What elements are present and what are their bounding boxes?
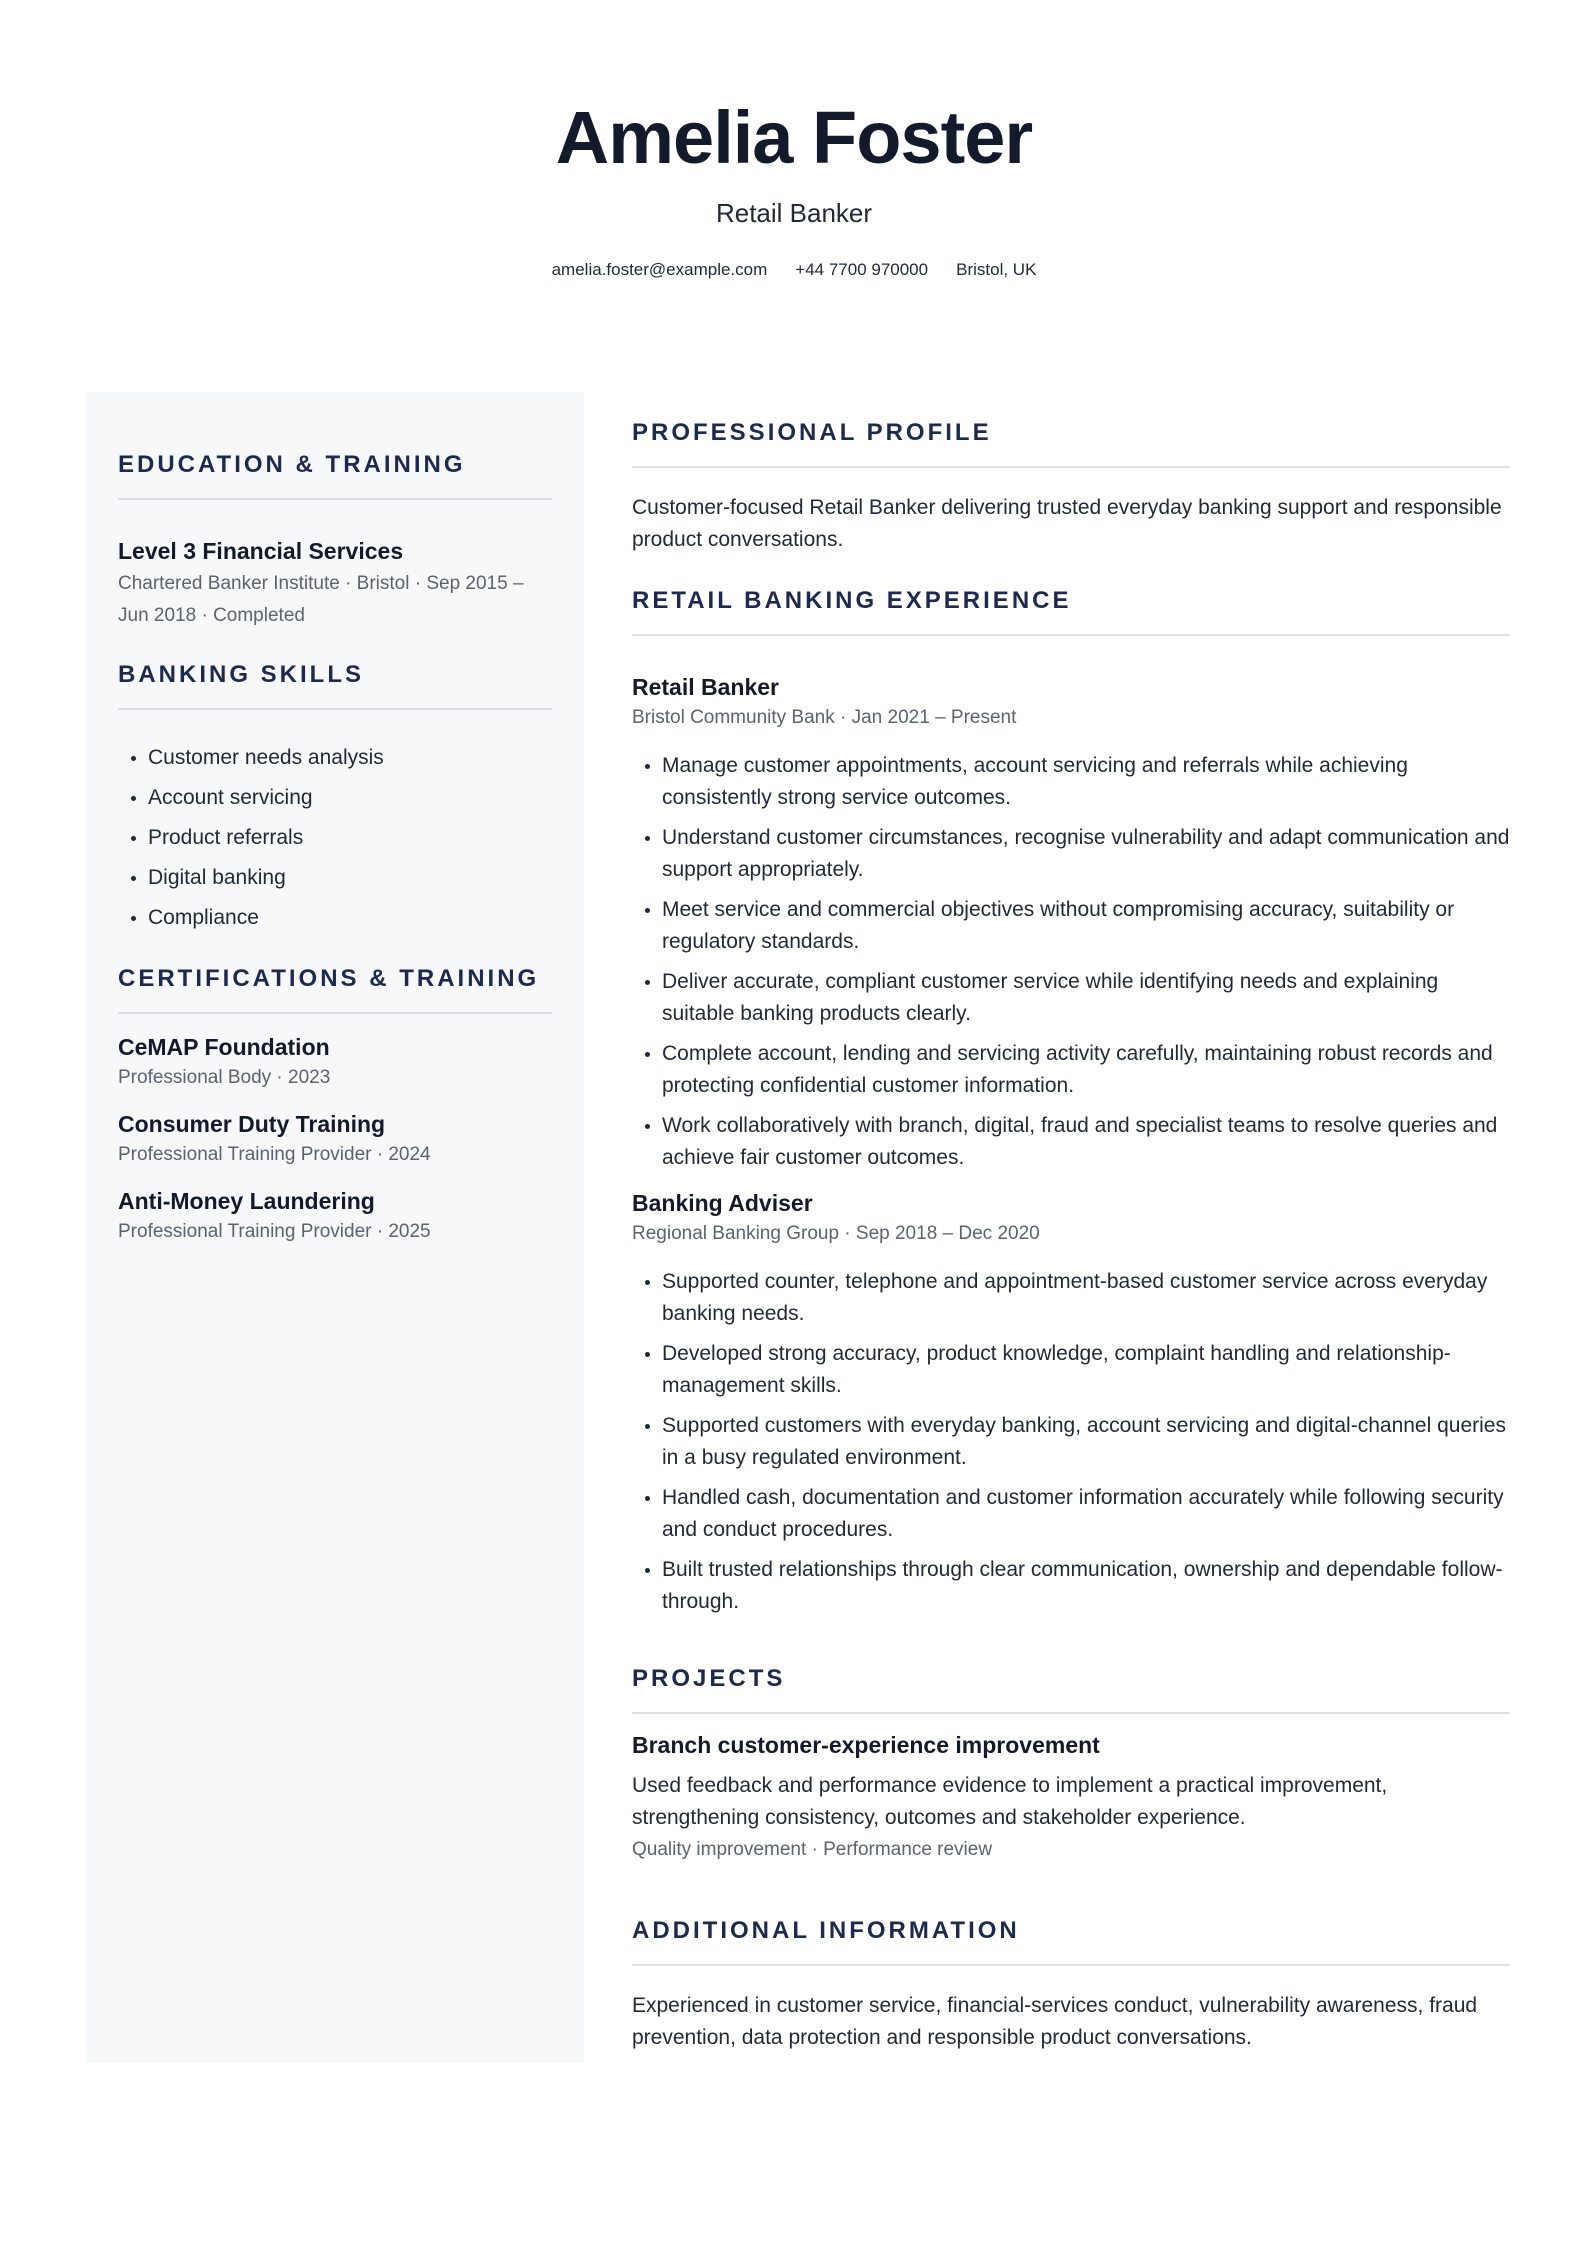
contact-location: Bristol, UK — [956, 260, 1037, 279]
certification-meta: Professional Training Provider · 2025 — [118, 1221, 431, 1242]
section-divider — [118, 708, 552, 710]
contact-phone: +44 7700 970000 — [795, 260, 929, 279]
education-item-title: Level 3 Financial Services — [118, 538, 404, 564]
skill-item: • Account servicing — [148, 782, 552, 814]
job-meta: Bristol Community Bank · Jan 2021 – Present — [632, 707, 1017, 728]
job-bullet: • Deliver accurate, compliant customer service while identifying needs and explaining suitable banking products clearly. — [662, 966, 1510, 1030]
experience-section — [632, 586, 1510, 1626]
section-divider — [118, 498, 552, 500]
experience-heading: RETAIL BANKING EXPERIENCE — [632, 587, 1072, 614]
certification-item — [118, 1109, 552, 1171]
job-title: Retail Banker — [632, 674, 780, 700]
job-entry — [632, 672, 1510, 1174]
certifications-section — [118, 964, 552, 1248]
skills-list — [118, 742, 552, 934]
skill-item: • Customer needs analysis — [148, 742, 552, 774]
education-item-meta: Chartered Banker Institute · Bristol · Sep 2015 – Jun 2018 · Completed — [118, 573, 524, 626]
skills-section — [118, 660, 552, 942]
additional-text: Experienced in customer service, financial-services conduct, vulnerability awareness, fraud prevention, data protection and responsible product conversations. — [632, 1994, 1478, 2049]
profile-text: Customer-focused Retail Banker delivering trusted everyday banking support and responsible product conversations. — [632, 496, 1502, 551]
job-bullet: • Supported customers with everyday banking, account servicing and digital-channel queries in a busy regulated environment. — [662, 1410, 1510, 1474]
certification-item — [118, 1032, 552, 1094]
certification-item — [118, 1186, 552, 1248]
certification-title: CeMAP Foundation — [118, 1034, 330, 1060]
project-tags: Quality improvement · Performance review — [632, 1839, 993, 1860]
skill-item: • Product referrals — [148, 822, 552, 854]
candidate-title: Retail Banker — [715, 198, 873, 228]
skill-item: • Digital banking — [148, 862, 552, 894]
certification-meta: Professional Body · 2023 — [118, 1067, 331, 1088]
section-divider — [632, 634, 1510, 636]
education-item — [118, 536, 552, 632]
additional-section — [632, 1916, 1510, 2054]
job-bullets — [632, 1266, 1510, 1618]
project-title: Branch customer-experience improvement — [632, 1732, 1100, 1758]
section-divider — [632, 1712, 1510, 1714]
project-text: Used feedback and performance evidence to implement a practical improvement, strengthening consistency, outcomes and stakeholder experience. — [632, 1774, 1388, 1829]
job-bullet: • Complete account, lending and servicing activity carefully, maintaining robust records and protecting confidential customer information. — [662, 1038, 1510, 1102]
additional-heading: ADDITIONAL INFORMATION — [632, 1917, 1020, 1944]
job-bullets — [632, 750, 1510, 1174]
job-bullet: • Understand customer circumstances, recognise vulnerability and adapt communication and support appropriately. — [662, 822, 1510, 886]
job-bullet: • Work collaboratively with branch, digital, fraud and specialist teams to resolve queries and achieve fair customer outcomes. — [662, 1110, 1510, 1174]
job-entry — [632, 1188, 1510, 1618]
contact-line — [0, 258, 1588, 282]
certifications-heading: CERTIFICATIONS & TRAINING — [118, 965, 540, 992]
section-divider — [118, 1012, 552, 1014]
job-bullet: • Built trusted relationships through clear communication, ownership and dependable follow-through. — [662, 1554, 1510, 1618]
job-bullet: • Manage customer appointments, account servicing and referrals while achieving consistently strong service outcomes. — [662, 750, 1510, 814]
candidate-name: Amelia Foster — [555, 96, 1033, 179]
job-title: Banking Adviser — [632, 1190, 813, 1216]
certification-title: Consumer Duty Training — [118, 1111, 386, 1137]
job-bullet: • Handled cash, documentation and customer information accurately while following security and conduct procedures. — [662, 1482, 1510, 1546]
profile-heading: PROFESSIONAL PROFILE — [632, 419, 992, 446]
projects-heading: PROJECTS — [632, 1665, 786, 1692]
projects-section — [632, 1664, 1510, 1866]
education-section — [118, 450, 552, 632]
profile-section — [632, 418, 1510, 556]
job-bullet: • Meet service and commercial objectives without compromising accuracy, suitability or regulatory standards. — [662, 894, 1510, 958]
contact-email: amelia.foster@example.com — [551, 260, 768, 279]
job-bullet: • Developed strong accuracy, product knowledge, complaint handling and relationship-management skills. — [662, 1338, 1510, 1402]
skill-item: • Compliance — [148, 902, 552, 934]
project-item — [632, 1730, 1510, 1866]
certification-meta: Professional Training Provider · 2024 — [118, 1144, 431, 1165]
education-heading: EDUCATION & TRAINING — [118, 451, 466, 478]
sidebar — [86, 392, 584, 2063]
skills-heading: BANKING SKILLS — [118, 661, 364, 688]
job-bullet: • Supported counter, telephone and appointment-based customer service across everyday banking needs. — [662, 1266, 1510, 1330]
job-meta: Regional Banking Group · Sep 2018 – Dec 2020 — [632, 1223, 1040, 1244]
certification-title: Anti-Money Laundering — [118, 1188, 375, 1214]
section-divider — [632, 1964, 1510, 1966]
section-divider — [632, 466, 1510, 468]
